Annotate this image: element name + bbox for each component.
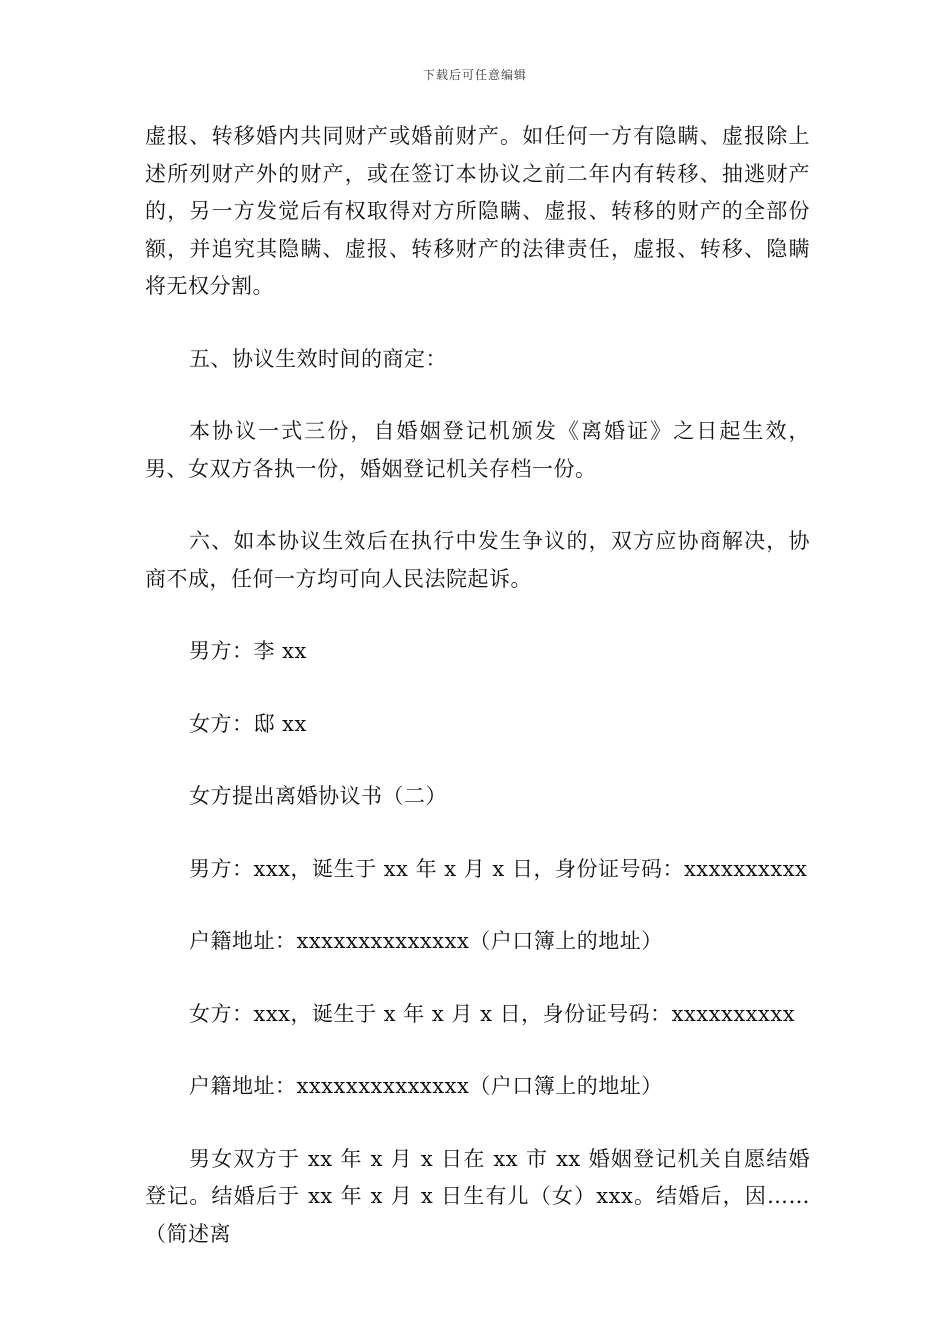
paragraph-female-signature: 女方：邸 xx — [189, 711, 307, 736]
paragraph-effective-time: 本协议一式三份，自婚姻登记机颁发《离婚证》之日起生效，男、女双方各执一份，婚姻登记机关存档一份。 — [145, 419, 810, 481]
paragraph-male-info: 男方：xxx，诞生于 xx 年 x 月 x 日，身份证号码：xxxxxxxxxx — [189, 856, 808, 881]
header-note: 下载后可任意编辑 — [422, 68, 527, 82]
paragraph-male-address: 户籍地址：xxxxxxxxxxxxxx（户口簿上的地址） — [189, 929, 663, 953]
paragraph-male-signature: 男方：李 xx — [189, 639, 307, 663]
paragraph-female-address: 户籍地址：xxxxxxxxxxxxxx（户口簿上的地址） — [189, 1074, 663, 1098]
paragraph-agreement-title-two: 女方提出离婚协议书（二） — [189, 784, 447, 808]
paragraph-section-five-heading: 五、协议生效时间的商定： — [189, 346, 447, 371]
paragraph-female-info: 女方：xxx，诞生于 x 年 x 月 x 日，身份证号码：xxxxxxxxxx — [189, 1001, 796, 1026]
paragraph-property-disclosure: 虚报、转移婚内共同财产或婚前财产。如任何一方有隐瞒、虚报除上述所列财产外的财产，或在签订本协议之前二年内有转移、抽逃财产的，另一方发觉后有权取得对方所隐瞒、虚报、转移的财产的全部份额，并追究其隐瞒、虚报、转移财产的法律责任，虚报、转移、隐瞒将无权分割。 — [145, 124, 810, 298]
document-body — [145, 118, 810, 1253]
paragraph-marriage-registration: 男女双方于 xx 年 x 月 x 日在 xx 市 xx 婚姻登记机关自愿结婚登记。结婚后于 xx 年 x 月 x 日生有儿（女）xxx。结婚后，因……（简述离 — [145, 1146, 810, 1246]
paragraph-section-six-dispute: 六、如本协议生效后在执行中发生争议的，双方应协商解决，协商不成，任何一方均可向人民法院起诉。 — [145, 529, 810, 591]
